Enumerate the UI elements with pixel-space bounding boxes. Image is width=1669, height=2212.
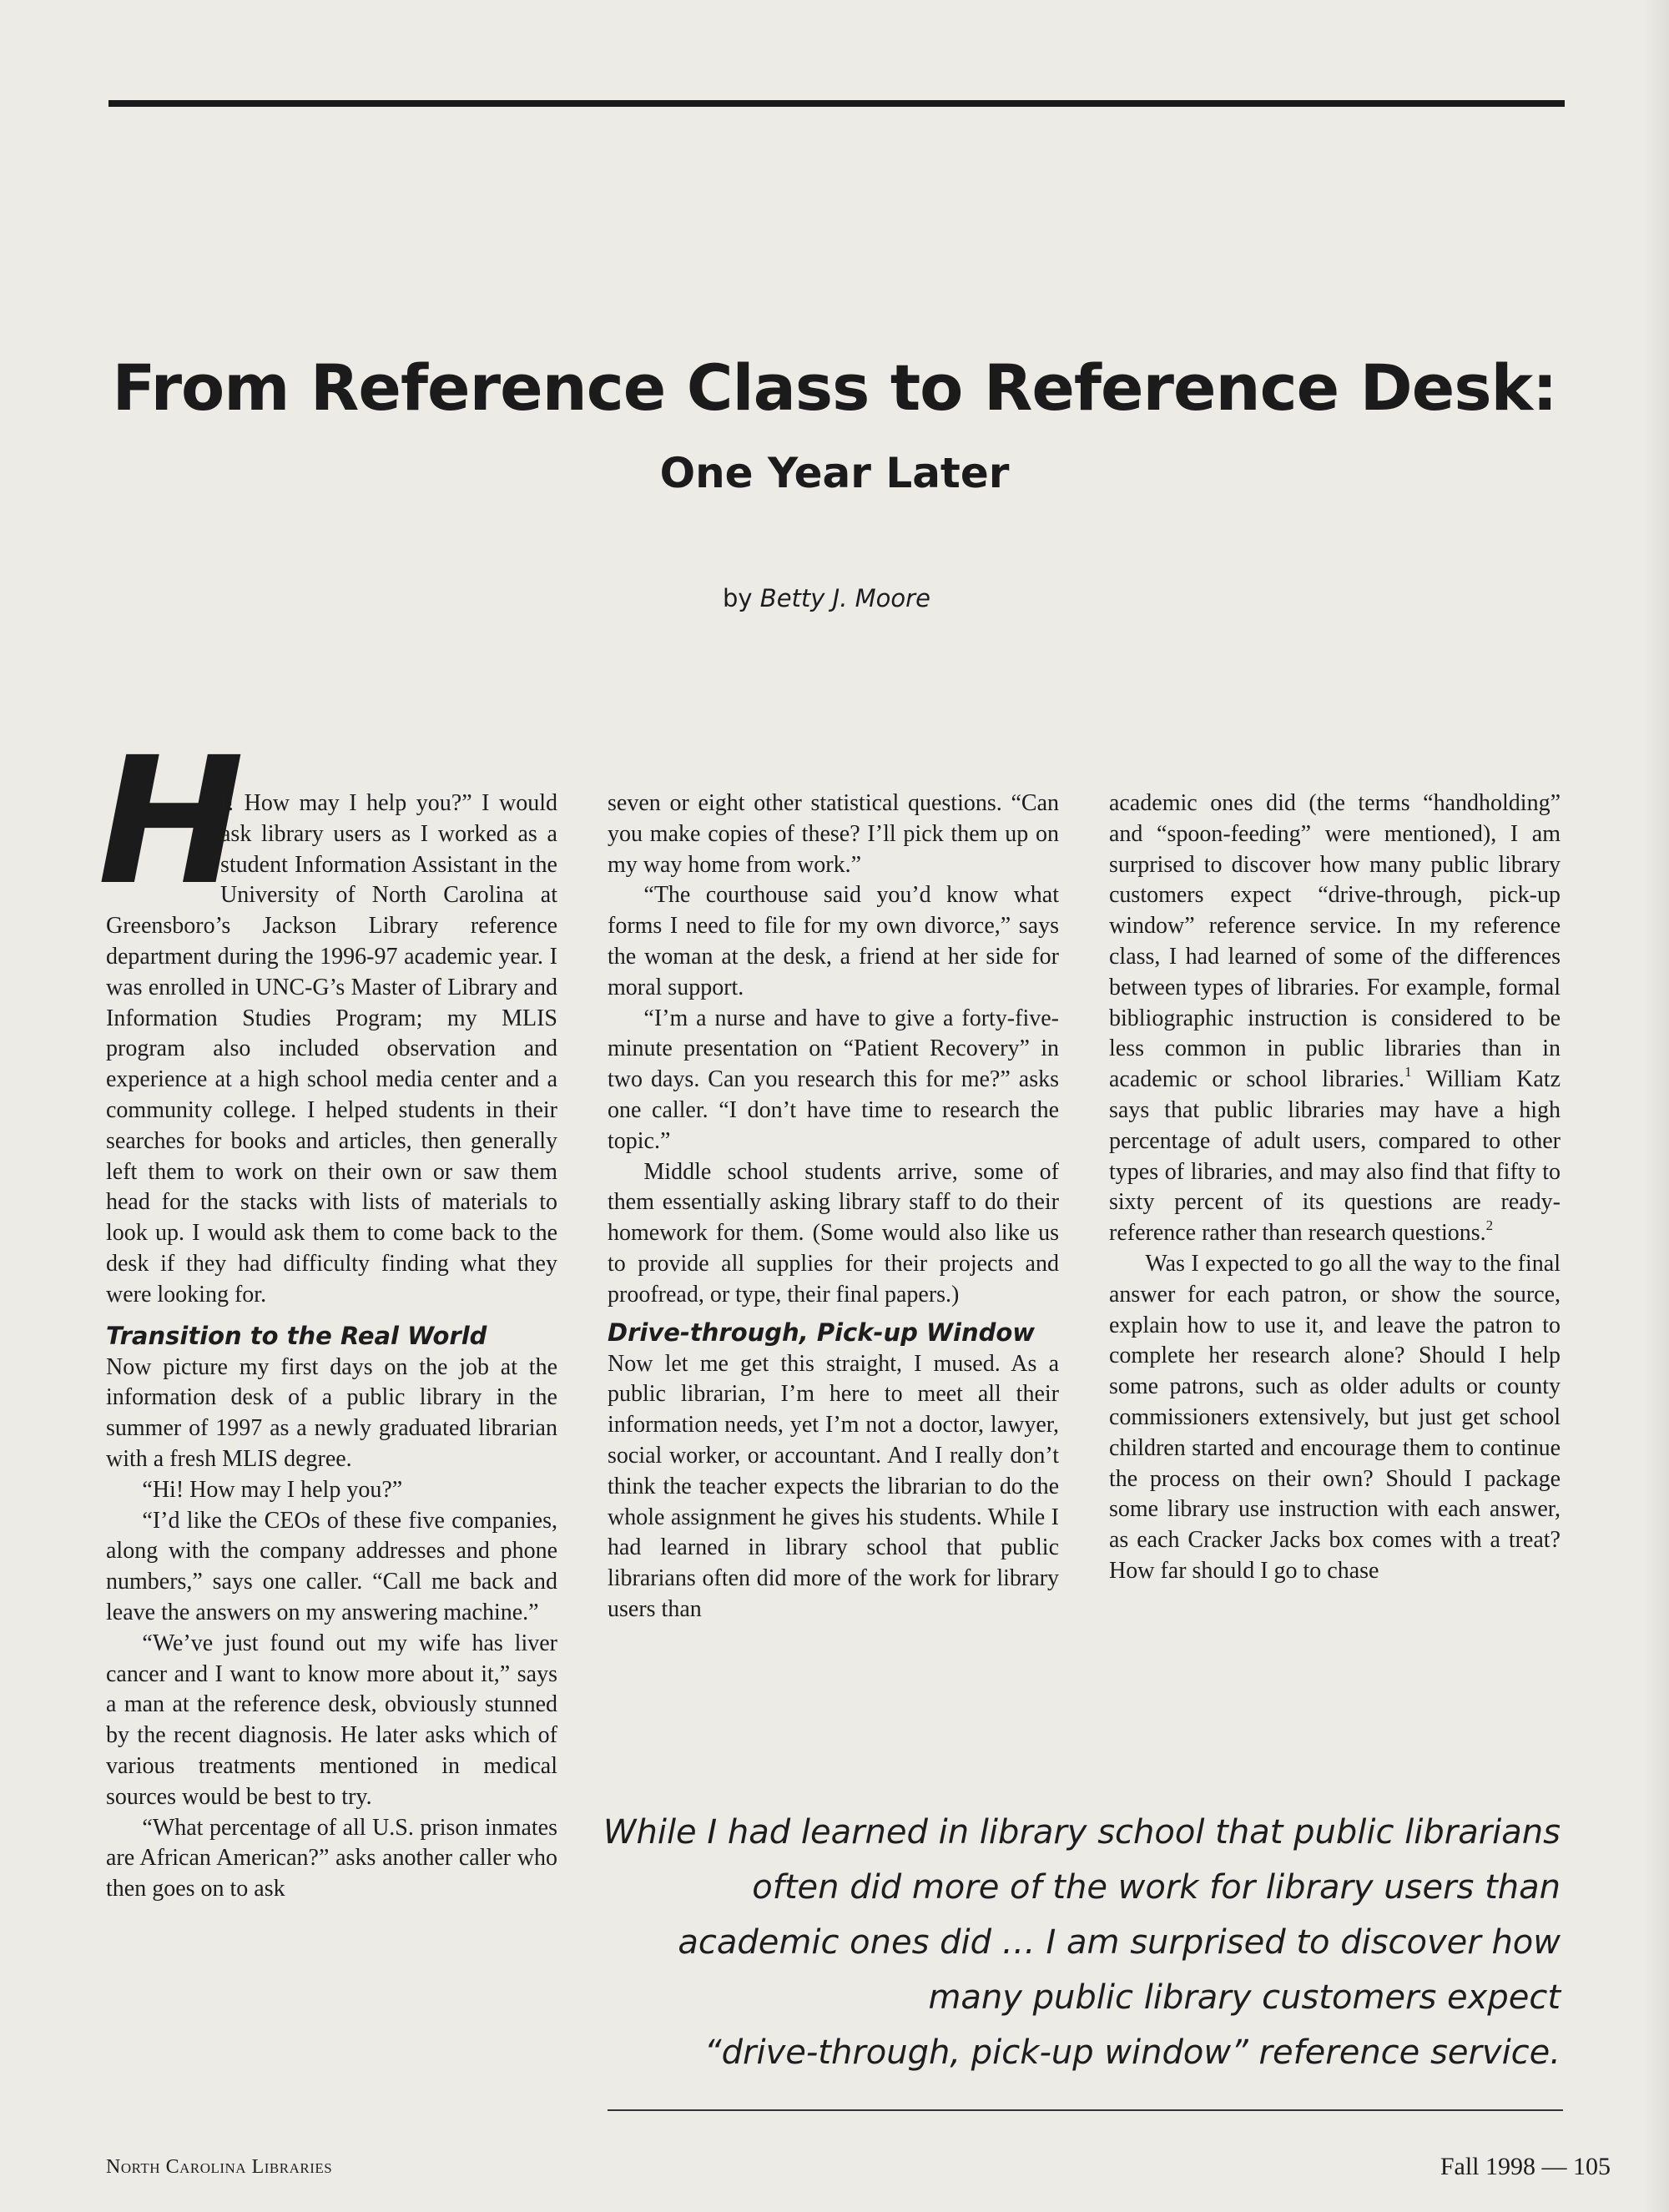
pull-quote-rule [608, 2109, 1563, 2111]
paragraph-text: William Katz says that public libraries may have a high percentage of adult users, compared to other types of libraries, and may also find that fifty to sixty percent of its questions are ready-reference rather than research questions. [1109, 1066, 1561, 1247]
author-name: Betty J. Moore [759, 584, 930, 612]
paragraph [1109, 789, 1561, 1249]
section-heading: Transition to the Real World [106, 1321, 487, 1350]
pull-quote-line: While I had learned in library school that public librarians [603, 1813, 1561, 1852]
column-2 [608, 789, 1059, 1625]
paragraph: “What percentage of all U.S. prison inmates are African American?” asks another caller who then goes on to ask [106, 1814, 557, 1902]
paragraph: Now picture my first days on the job at the information desk of a public library in the summer of 1997 as a newly graduated librarian with a fresh MLIS degree. [106, 1353, 557, 1472]
byline [723, 584, 930, 612]
page-edge-shadow [1644, 0, 1669, 2212]
pull-quote-line: “drive-through, pick-up window” reference service. [703, 2033, 1561, 2072]
paragraph: “I’m a nurse and have to give a forty-five-minute presentation on “Patient Recovery” in two days. Can you research this for me?” asks one caller. “I don’t have time to research the topic.” [608, 1005, 1059, 1154]
column-1 [98, 719, 557, 1905]
column-3 [1109, 789, 1561, 1587]
paragraph: Now let me get this straight, I mused. As a public librarian, I’m here to meet all their information needs, yet I’m not a doctor, lawyer, social worker, or accountant. And I really don’t think the teacher expects the librarian to do the whole assignment he gives his students. While I had learned in library school that public librarians often did more of the work for library users than [608, 1350, 1059, 1622]
paragraph: Was I expected to go all the way to the final answer for each patron, or show the source, explain how to use it, and leave the patron to complete her research alone? Should I help some patrons, such as older adults or county commissioners extensively, but just get school children started and encourage them to continue the process on their own? Should I package some library use instruction with each answer, as each Cracker Jacks box comes with a treat? How far should I go to chase [1109, 1250, 1561, 1584]
paragraph: “The courthouse said you’d know what forms I need to file for my own divorce,” says the woman at the desk, a friend at her side for moral support. [608, 882, 1059, 1000]
footnote-ref: 1 [1404, 1063, 1412, 1080]
section-heading: Drive-through, Pick-up Window [608, 1318, 1036, 1347]
paragraph: i! How may I help you?” I would ask library users as I worked as a student Information Assistant in the University of North Carolina at Greensboro’s Jackson Library reference department during the 1996-97 academic year. I was enrolled in UNC-G’s Master of Library and Information Studies Program; my MLIS program also included observation and experience at a high school media center and a community college. I helped students in their searches for books and articles, then generally left them to work on their own or saw them head for the stacks with lists of materials to look up. I would ask them to come back to the desk if they had difficulty finding what they were looking for. [106, 790, 557, 1308]
drop-cap: H [98, 719, 245, 924]
footer-issue-page: Fall 1998 — 105 [1440, 2153, 1611, 2180]
paragraph-text: academic ones did (the terms “handholding” and “spoon-feeding” were mentioned), I am surprised to discover how many public library customers expect “drive-through, pick-up window” reference service. In my reference class, I had learned of some of the differences between types of libraries. For example, formal bibliographic instruction is considered to be less common in public libraries than in academic or school libraries. [1109, 790, 1561, 1093]
pull-quote [584, 1805, 1561, 2080]
paragraph: “I’d like the CEOs of these five companies, along with the company addresses and phone numbers,” says one caller. “Call me back and leave the answers on my answering machine.” [106, 1507, 557, 1625]
paragraph: seven or eight other statistical questions. “Can you make copies of these? I’ll pick them up on my way home from work.” [608, 790, 1059, 878]
pull-quote-line: many public library customers expect [928, 1978, 1561, 2017]
article-title: From Reference Class to Reference Desk: [112, 350, 1557, 425]
pull-quote-line: academic ones did … I am surprised to discover how [678, 1923, 1561, 1962]
footnote-ref: 2 [1485, 1217, 1494, 1233]
pull-quote-line: often did more of the work for library users than [752, 1868, 1561, 1907]
top-rule [108, 100, 1565, 107]
byline-prefix: by [723, 584, 760, 612]
article-subtitle: One Year Later [659, 449, 1010, 497]
paragraph: Middle school students arrive, some of them essentially asking library staff to do their homework for them. (Some would also like us to provide all supplies for their projects and proofread, or type, their final papers.) [608, 1158, 1059, 1308]
paragraph: “We’ve just found out my wife has liver cancer and I want to know more about it,” says a man at the reference desk, obviously stunned by the recent diagnosis. He later asks which of various treatments mentioned in medical sources would be best to try. [106, 1630, 557, 1810]
footer-publication: North Carolina Libraries [106, 2156, 333, 2178]
paragraph: “Hi! How may I help you?” [142, 1476, 403, 1503]
